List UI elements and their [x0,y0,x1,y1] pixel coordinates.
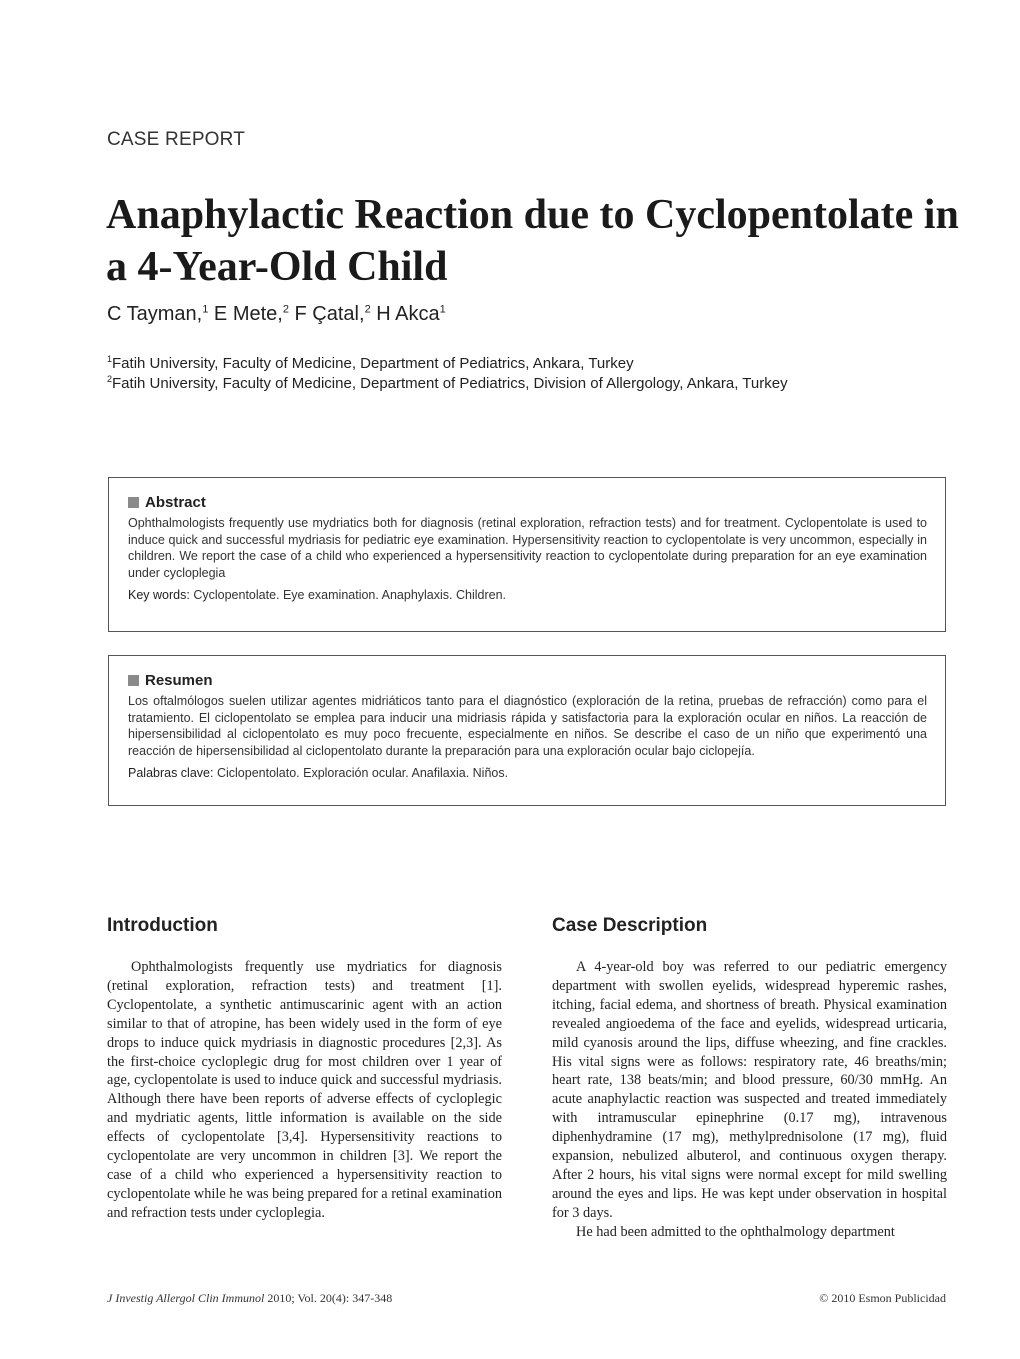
case-description-paragraph: A 4-year-old boy was referred to our pediatric emergency department with swollen eyelids, widespread hyperemic rashes, itching, facial edema, and shortness of breath. Physical examination revealed angioedema of the face and eyelids, widespread urticaria, mild cyanosis around the lips, diffuse wheezing, and fine crackles. His vital signs were as follows: respiratory rate, 46 breaths/min; heart rate, 138 beats/min; and blood pressure, 60/30 mmHg. An acute anaphylactic reaction was suspected and treated immediately with intramuscular epinephrine (0.17 mg), intravenous diphenhydramine (17 mg), methylprednisolone (17 mg), fluid expansion, nebulized albuterol, and continuous oxygen therapy. After 2 hours, his vital signs were normal except for mild swelling around the eyes and lips. He was kept under observation in hospital for 3 days. [552,959,947,1221]
author-list [107,303,446,326]
keywords-label: Key words: [128,588,190,602]
affiliation-line [107,354,788,374]
palabras-clave-label: Palabras clave: [128,766,214,780]
case-description-body [552,958,947,1242]
abstract-box [108,477,946,632]
resumen-text: Los oftalmólogos suelen utilizar agentes midriáticos tanto para el diagnóstico (exploración de la retina, pruebas de refracción) como para el tratamiento. El ciclopentolato se emplea para inducir una midriasis rápida y satisfactoria para la exploración ocular en niños. La reacción de hipersensibilidad al ciclopentolato es muy poco frecuente, especialmente en niños. Se describe el caso de un niño que experimentó una reacción de hipersensibilidad al ciclopentolato durante la preparación para una exploración ocular bajo ciclopejía. [128,694,927,758]
section-label: CASE REPORT [107,129,246,150]
footer-journal-details: 2010; Vol. 20(4): 347-348 [264,1291,393,1305]
author-name: H Akca [376,303,440,325]
author-affiliation-mark: 1 [439,303,446,316]
case-description-heading: Case Description [552,915,708,936]
affiliations [107,354,788,394]
footer-journal-name: J Investig Allergol Clin Immunol [107,1291,265,1305]
introduction-body [107,958,502,1223]
footer-copyright: © 2010 Esmon Publicidad [819,1291,946,1305]
affiliation-mark: 1 [107,354,113,364]
abstract-heading-text: Abstract [145,494,206,511]
resumen-box [108,655,946,806]
author-affiliation-mark: 2 [364,303,371,316]
author-name: E Mete, [213,303,283,325]
resumen-heading-text: Resumen [145,672,213,689]
introduction-heading: Introduction [107,915,218,936]
affiliation-line [107,374,788,394]
article-title: Anaphylactic Reaction due to Cyclopentolate in a 4-Year-Old Child [106,192,959,290]
keywords-text: Cyclopentolate. Eye examination. Anaphylaxis. Children. [193,588,507,602]
author-affiliation-mark: 2 [282,303,289,316]
affiliation-text: Fatih University, Faculty of Medicine, Department of Pediatrics, Division of Allergology, Ankara, Turkey [112,375,788,392]
affiliation-mark: 2 [107,374,113,384]
case-description-paragraph: He had been admitted to the ophthalmology department [576,1223,895,1240]
resumen-heading [128,672,927,689]
abstract-heading [128,494,927,511]
author-name: C Tayman, [107,303,203,325]
keywords [128,587,927,603]
footer-journal-citation [107,1291,392,1306]
author-name: F Çatal, [294,303,365,325]
introduction-paragraph: Ophthalmologists frequently use mydriatics for diagnosis (retinal exploration, refraction tests) and treatment [1]. Cyclopentolate, a synthetic antimuscarinic agent with an action similar to that of atropine, has been widely used in the form of eye drops to induce quick mydriasis in diagnostic procedures [2,3]. As the first-choice cycloplegic drug for most children over 1 year of age, cyclopentolate is used to induce quick and successful mydriasis. Although there have been reports of adverse effects of cycloplegic and mydriatic agents, little information is available on the side effects of cyclopentolate [3,4]. Hypersensitivity reactions to cyclopentolate are very uncommon in children [3]. We report the case of a child who experienced a hypersensitivity reaction to cyclopentolate while he was being prepared for a retinal examination and refraction tests under cycloplegia. [107,959,502,1221]
square-bullet-icon [128,497,139,508]
affiliation-text: Fatih University, Faculty of Medicine, Department of Pediatrics, Ankara, Turkey [112,355,634,372]
palabras-clave-text: Ciclopentolato. Exploración ocular. Anafilaxia. Niños. [216,766,509,780]
abstract-text: Ophthalmologists frequently use mydriatics both for diagnosis (retinal exploration, refraction tests) and for treatment. Cyclopentolate is used to induce quick and successful mydriasis for pediatric eye examination. Hypersensitivity reaction to cyclopentolate is very uncommon, especially in children. We report the case of a child who experienced a hypersensitivity reaction to cyclopentolate during preparation for an eye examination under cycloplegia [128,516,927,580]
palabras-clave [128,765,927,781]
author-affiliation-mark: 1 [202,303,209,316]
square-bullet-icon [128,675,139,686]
